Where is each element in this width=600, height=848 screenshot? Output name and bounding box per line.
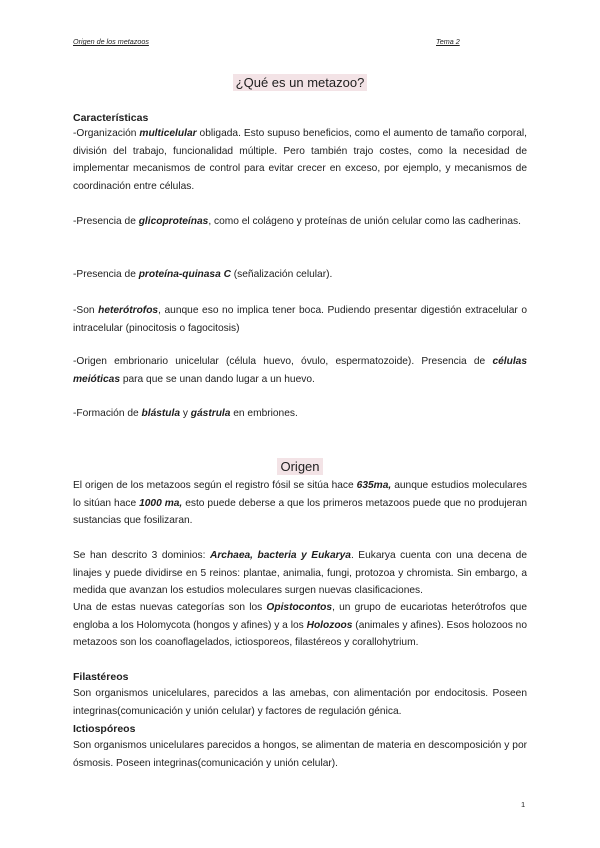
caracteristicas-p2 (73, 213, 527, 231)
text: esto puede deberse a que los primeros metazoos puede que no produjeran sustancias que fosilizaran. (73, 497, 527, 526)
text: , como el colágeno y proteínas de unión celular como las cadherinas. (208, 216, 521, 227)
emphasis: gástrula (190, 408, 231, 419)
text: -Origen embrionario unicelular (célula huevo, óvulo, espermatozoide). Presencia de (73, 356, 493, 367)
text: para que se unan dando lugar a un huevo. (120, 373, 315, 385)
text: -Presencia de (73, 216, 139, 227)
emphasis: proteína-quinasa C (138, 269, 231, 280)
filastereos-heading: Filastéreos (73, 671, 129, 683)
origen-p3 (73, 599, 527, 652)
text: Una de estas nuevas categorías son los (73, 602, 267, 613)
text: obligada. Esto supuso beneficios, como el aumento de tamaño corporal, división del trabajo, funcionalidad múltiple. Pero también trajo costes, como la necesidad de implementar mecanismos de control para evitar crecer en exceso, por ejemplo, y mecanismos de coordinación entre células. (73, 128, 527, 192)
text: -Formación de (73, 408, 142, 419)
caracteristicas-p6 (73, 405, 527, 423)
page-number: 1 (521, 800, 526, 809)
ictiosporeos-text: Son organismos unicelulares parecidos a hongos, se alimentan de materia en descomposición y por ósmosis. Poseen integrinas(comunicación y unión celular). (73, 740, 527, 769)
text: y (180, 408, 191, 419)
caracteristicas-p3 (73, 266, 527, 284)
origen-title-text: Origen (277, 458, 322, 475)
text: en embriones. (230, 408, 298, 419)
text: -Son (73, 305, 99, 316)
emphasis: 1000 ma, (139, 497, 183, 509)
text: , aunque eso no implica tener boca. Pudiendo presentar digestión extracelular o intracelular (pinocitosis o fagocitosis) (73, 305, 527, 334)
emphasis: multicelular (139, 128, 197, 139)
text: , un grupo de eucariotas heterótrofos que engloba a los Holomycota (hongos y afines) y a los (73, 602, 527, 631)
page-title-text: ¿Qué es un metazoo? (233, 74, 368, 91)
caracteristicas-heading: Características (73, 112, 149, 124)
emphasis: Holozoos (306, 619, 353, 631)
caracteristicas-p5 (73, 353, 527, 388)
origen-title (0, 459, 600, 474)
text: -Organización (73, 128, 140, 139)
text: . Eukarya cuenta con una decena de linajes y puede dividirse en 5 reinos: plantae, animalia, fungi, protozoa y chromista. Sin embargo, a medida que avanzan los estudios moleculares surgen nuevas clasificaciones. (73, 550, 527, 596)
text: Se han descrito 3 dominios: (73, 550, 210, 561)
ictiosporeos-heading: Ictiospóreos (73, 723, 136, 735)
text: (señalización celular). (230, 269, 333, 280)
filastereos-text: Son organismos unicelulares, parecidos a las amebas, con alimentación por endocitosis. Poseen integrinas(comunicación y unión celular) y factores de regulación génica. (73, 688, 527, 717)
emphasis: Opistocontos (266, 602, 333, 613)
emphasis: Archaea, bacteria y Eukarya (209, 550, 351, 561)
caracteristicas-p4 (73, 302, 527, 337)
text: -Presencia de (73, 269, 139, 280)
emphasis: blástula (141, 408, 181, 419)
header-right: Tema 2 (436, 37, 460, 46)
header-left: Origen de los metazoos (73, 37, 149, 46)
emphasis: glicoproteínas (138, 216, 209, 227)
page-title (0, 75, 600, 90)
text: aunque estudios moleculares lo sitúan hace (73, 480, 527, 509)
caracteristicas-p1 (73, 125, 527, 195)
text: (animales y afines). Esos holozoos no metazoos son los coanoflagelados, ictiosporeos, filastéreos y corallohytrium. (73, 619, 528, 648)
emphasis: 635ma, (356, 480, 392, 491)
origen-p2 (73, 547, 527, 600)
emphasis: células meióticas (73, 356, 527, 385)
emphasis: heterótrofos (98, 305, 159, 316)
text: El origen de los metazoos según el registro fósil se sitúa hace (73, 480, 357, 491)
origen-p1 (73, 477, 527, 530)
